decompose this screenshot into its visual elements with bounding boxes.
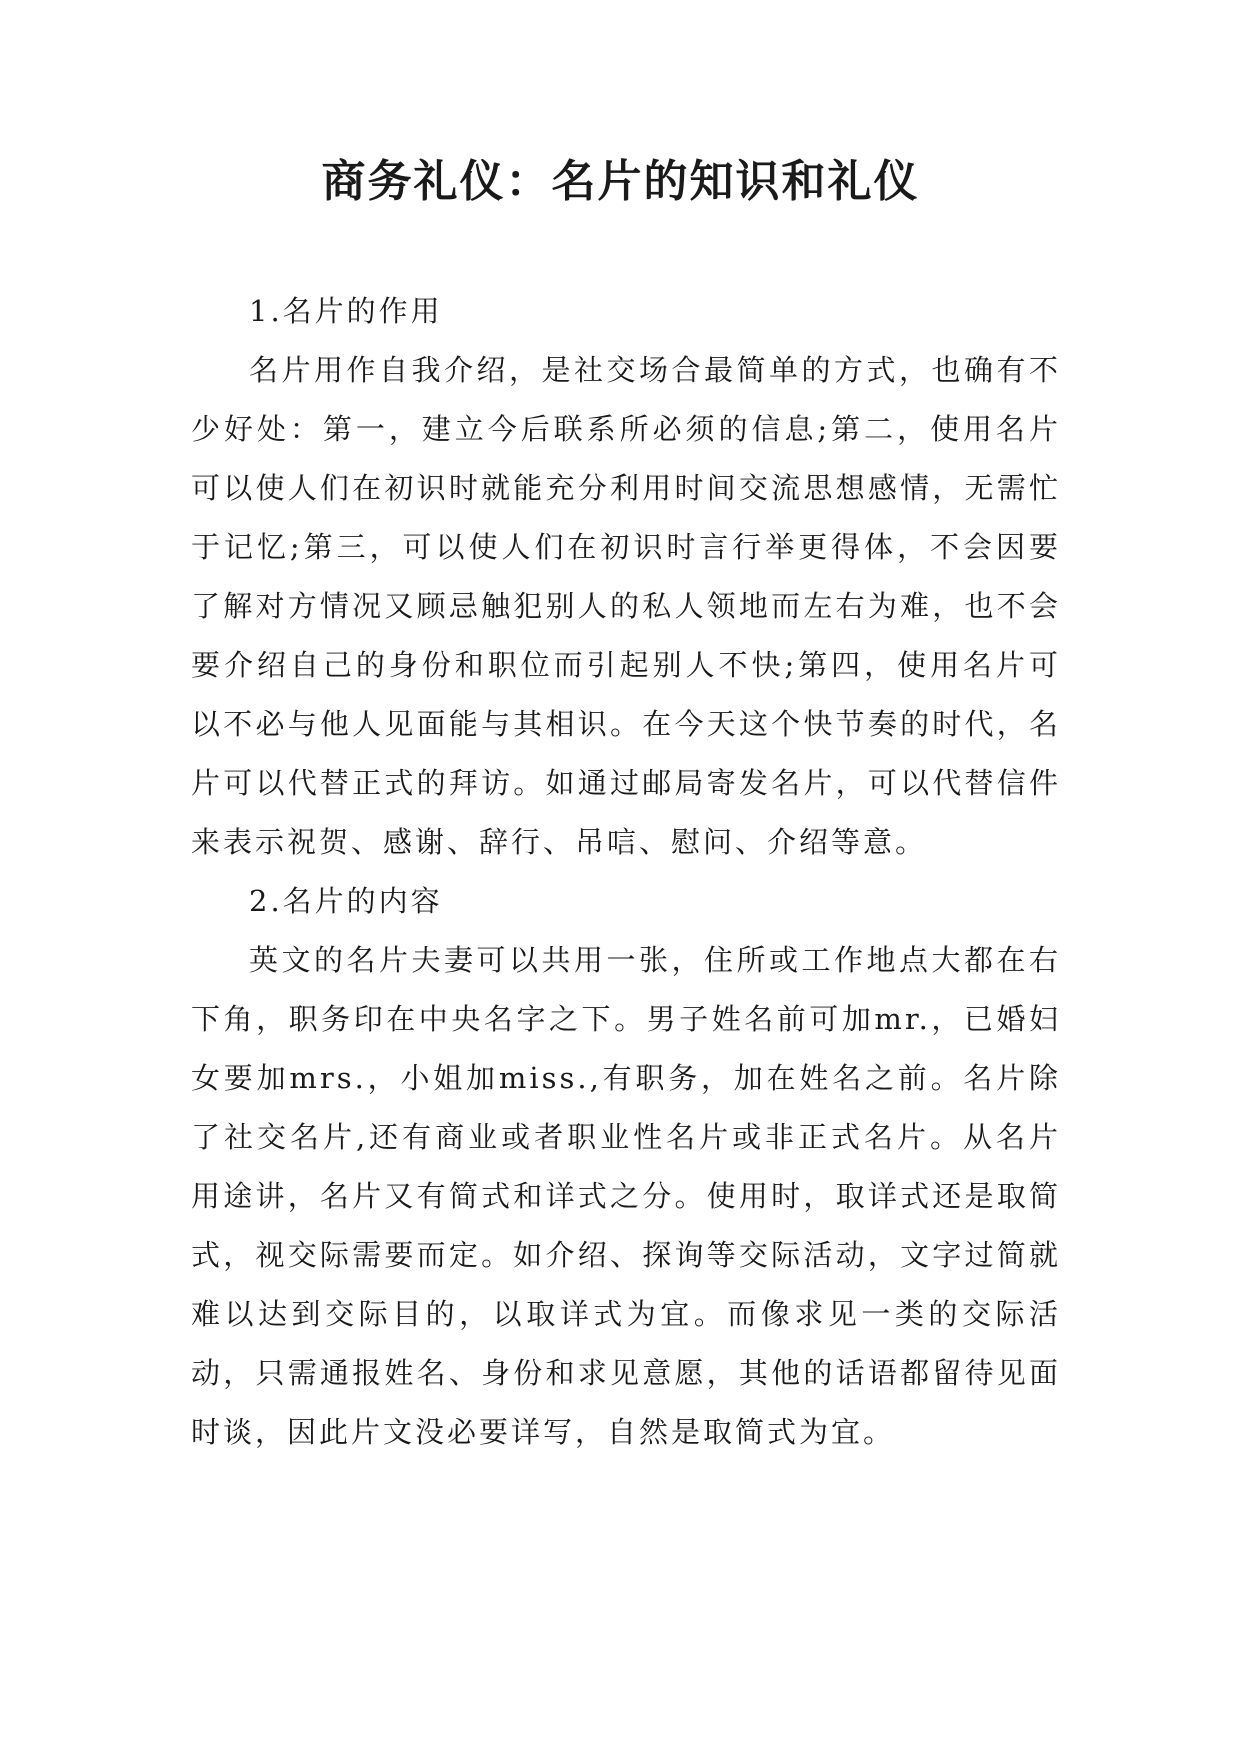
body-paragraph: 名片用作自我介绍，是社交场合最简单的方式，也确有不少好处：第一，建立今后联系所必须的信息;第二，使用名片可以使人们在初识时就能充分利用时间交流思想感情，无需忙于记忆;第三，可以使人们在初识时言行举更得体，不会因要了解对方情况又顾忌触犯别人的私人领地而左右为难，也不会要介绍自己的身份和职位而引起别人不快;第四，使用名片可以不必与他人见面能与其相识。在今天这个快节奏的时代，名片可以代替正式的拜访。如通过邮局寄发名片，可以代替信件来表示祝贺、感谢、辞行、吊唁、慰问、介绍等意。 [191, 353, 1061, 859]
document-title: 商务礼仪：名片的知识和礼仪 [321, 156, 920, 207]
section-heading: 1.名片的作用 [249, 294, 443, 328]
section-heading: 2.名片的内容 [249, 884, 443, 918]
body-paragraph: 英文的名片夫妻可以共用一张，住所或工作地点大都在右下角，职务印在中央名字之下。男子姓名前可加mr.，已婚妇女要加mrs.，小姐加miss.,有职务，加在姓名之前。名片除了社交名片,还有商业或者职业性名片或非正式名片。从名片用途讲，名片又有简式和详式之分。使用时，取详式还是取简式，视交际需要而定。如介绍、探询等交际活动，文字过简就难以达到交际目的，以取详式为宜。而像求见一类的交际活动，只需通报姓名、身份和求见意愿，其他的话语都留待见面时谈，因此片文没必要详写，自然是取简式为宜。 [191, 943, 1061, 1449]
document-body [191, 282, 1061, 1462]
